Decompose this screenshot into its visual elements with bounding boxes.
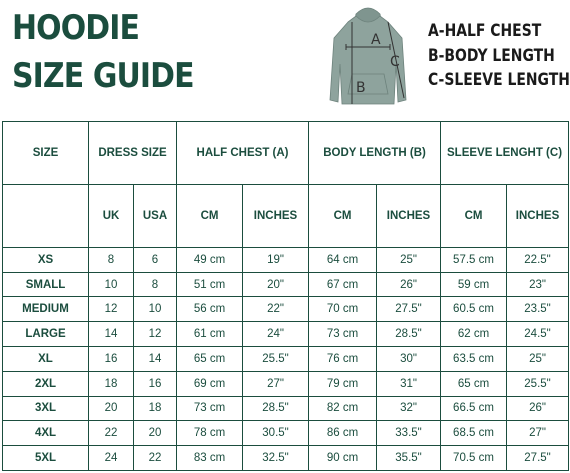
size-value-cell: 8 xyxy=(134,272,177,297)
size-value-cell: 73 cm xyxy=(309,322,377,347)
size-value-cell: 20" xyxy=(243,272,309,297)
size-value-cell: 30.5" xyxy=(243,421,309,446)
size-value-cell: 25.5" xyxy=(507,371,569,396)
size-value-cell: 10 xyxy=(134,297,177,322)
size-value-cell: 27" xyxy=(243,371,309,396)
size-value-cell: 27.5" xyxy=(507,446,569,471)
size-value-cell: 18 xyxy=(89,371,134,396)
size-value-cell: 76 cm xyxy=(309,346,377,371)
size-label-cell: SMALL xyxy=(3,272,89,297)
size-value-cell: 23" xyxy=(507,272,569,297)
size-value-cell: 64 cm xyxy=(309,247,377,272)
table-row xyxy=(3,421,569,446)
diagram-label-b: B xyxy=(356,80,366,96)
size-value-cell: 25" xyxy=(377,247,441,272)
subheader-body-inches: INCHES xyxy=(377,184,441,247)
size-label-cell: LARGE xyxy=(3,322,89,347)
size-value-cell: 59 cm xyxy=(441,272,507,297)
size-value-cell: 12 xyxy=(134,322,177,347)
diagram-label-c: C xyxy=(390,54,400,70)
size-value-cell: 27.5" xyxy=(377,297,441,322)
size-label-cell: XS xyxy=(3,247,89,272)
size-value-cell: 70 cm xyxy=(309,297,377,322)
size-value-cell: 78 cm xyxy=(177,421,243,446)
size-label-cell: 3XL xyxy=(3,396,89,421)
table-row xyxy=(3,247,569,272)
size-value-cell: 83 cm xyxy=(177,446,243,471)
size-value-cell: 19" xyxy=(243,247,309,272)
size-value-cell: 67 cm xyxy=(309,272,377,297)
size-table xyxy=(2,121,569,471)
header-dress-size: DRESS SIZE xyxy=(89,122,177,185)
subheader-empty xyxy=(3,184,89,247)
size-value-cell: 16 xyxy=(134,371,177,396)
size-value-cell: 61 cm xyxy=(177,322,243,347)
header-half-chest: HALF CHEST (A) xyxy=(177,122,309,185)
size-value-cell: 49 cm xyxy=(177,247,243,272)
size-value-cell: 68.5 cm xyxy=(441,421,507,446)
size-value-cell: 86 cm xyxy=(309,421,377,446)
table-row xyxy=(3,346,569,371)
size-value-cell: 65 cm xyxy=(441,371,507,396)
size-value-cell: 6 xyxy=(134,247,177,272)
table-row xyxy=(3,272,569,297)
size-value-cell: 82 cm xyxy=(309,396,377,421)
size-value-cell: 69 cm xyxy=(177,371,243,396)
hoodie-diagram-icon xyxy=(326,4,410,108)
size-value-cell: 20 xyxy=(89,396,134,421)
size-value-cell: 28.5" xyxy=(377,322,441,347)
subheader-chest-inches: INCHES xyxy=(243,184,309,247)
size-value-cell: 31" xyxy=(377,371,441,396)
size-value-cell: 32" xyxy=(377,396,441,421)
legend-body-length: B-BODY LENGTH xyxy=(428,46,555,66)
size-value-cell: 25.5" xyxy=(243,346,309,371)
size-value-cell: 56 cm xyxy=(177,297,243,322)
size-value-cell: 32.5" xyxy=(243,446,309,471)
size-value-cell: 60.5 cm xyxy=(441,297,507,322)
size-value-cell: 24.5" xyxy=(507,322,569,347)
size-value-cell: 26" xyxy=(377,272,441,297)
size-value-cell: 22 xyxy=(134,446,177,471)
size-value-cell: 12 xyxy=(89,297,134,322)
size-value-cell: 65 cm xyxy=(177,346,243,371)
subheader-usa: USA xyxy=(134,184,177,247)
size-value-cell: 22" xyxy=(243,297,309,322)
size-value-cell: 18 xyxy=(134,396,177,421)
size-value-cell: 66.5 cm xyxy=(441,396,507,421)
size-value-cell: 16 xyxy=(89,346,134,371)
size-value-cell: 33.5" xyxy=(377,421,441,446)
size-label-cell: 5XL xyxy=(3,446,89,471)
header-body-length: BODY LENGTH (B) xyxy=(309,122,441,185)
title-size-guide: SIZE GUIDE xyxy=(12,56,194,96)
size-value-cell: 35.5" xyxy=(377,446,441,471)
table-row xyxy=(3,322,569,347)
legend-sleeve-length: C-SLEEVE LENGTH xyxy=(428,70,570,90)
header-size: SIZE xyxy=(3,122,89,185)
size-value-cell: 20 xyxy=(134,421,177,446)
legend-half-chest: A-HALF CHEST xyxy=(428,21,542,41)
size-value-cell: 14 xyxy=(134,346,177,371)
size-value-cell: 24" xyxy=(243,322,309,347)
size-value-cell: 57.5 cm xyxy=(441,247,507,272)
size-value-cell: 22 xyxy=(89,421,134,446)
size-value-cell: 26" xyxy=(507,396,569,421)
table-row xyxy=(3,396,569,421)
size-value-cell: 28.5" xyxy=(243,396,309,421)
size-label-cell: XL xyxy=(3,346,89,371)
size-value-cell: 79 cm xyxy=(309,371,377,396)
size-label-cell: 2XL xyxy=(3,371,89,396)
size-value-cell: 14 xyxy=(89,322,134,347)
subheader-uk: UK xyxy=(89,184,134,247)
size-value-cell: 73 cm xyxy=(177,396,243,421)
size-value-cell: 23.5" xyxy=(507,297,569,322)
size-value-cell: 22.5" xyxy=(507,247,569,272)
size-label-cell: MEDIUM xyxy=(3,297,89,322)
size-value-cell: 8 xyxy=(89,247,134,272)
size-value-cell: 70.5 cm xyxy=(441,446,507,471)
size-value-cell: 27" xyxy=(507,421,569,446)
table-row xyxy=(3,371,569,396)
size-value-cell: 90 cm xyxy=(309,446,377,471)
table-subheader-row xyxy=(3,184,569,247)
subheader-sleeve-inches: INCHES xyxy=(507,184,569,247)
size-value-cell: 24 xyxy=(89,446,134,471)
size-value-cell: 63.5 cm xyxy=(441,346,507,371)
size-value-cell: 30" xyxy=(377,346,441,371)
size-label-cell: 4XL xyxy=(3,421,89,446)
subheader-chest-cm: CM xyxy=(177,184,243,247)
subheader-body-cm: CM xyxy=(309,184,377,247)
table-row xyxy=(3,297,569,322)
size-rows xyxy=(3,247,569,470)
header-sleeve-length: SLEEVE LENGHT (C) xyxy=(441,122,569,185)
subheader-sleeve-cm: CM xyxy=(441,184,507,247)
size-value-cell: 10 xyxy=(89,272,134,297)
size-value-cell: 25" xyxy=(507,346,569,371)
size-value-cell: 62 cm xyxy=(441,322,507,347)
diagram-label-a: A xyxy=(371,32,381,48)
table-header-row xyxy=(3,122,569,185)
table-row xyxy=(3,446,569,471)
size-value-cell: 51 cm xyxy=(177,272,243,297)
title-hoodie: HOODIE xyxy=(12,8,140,48)
